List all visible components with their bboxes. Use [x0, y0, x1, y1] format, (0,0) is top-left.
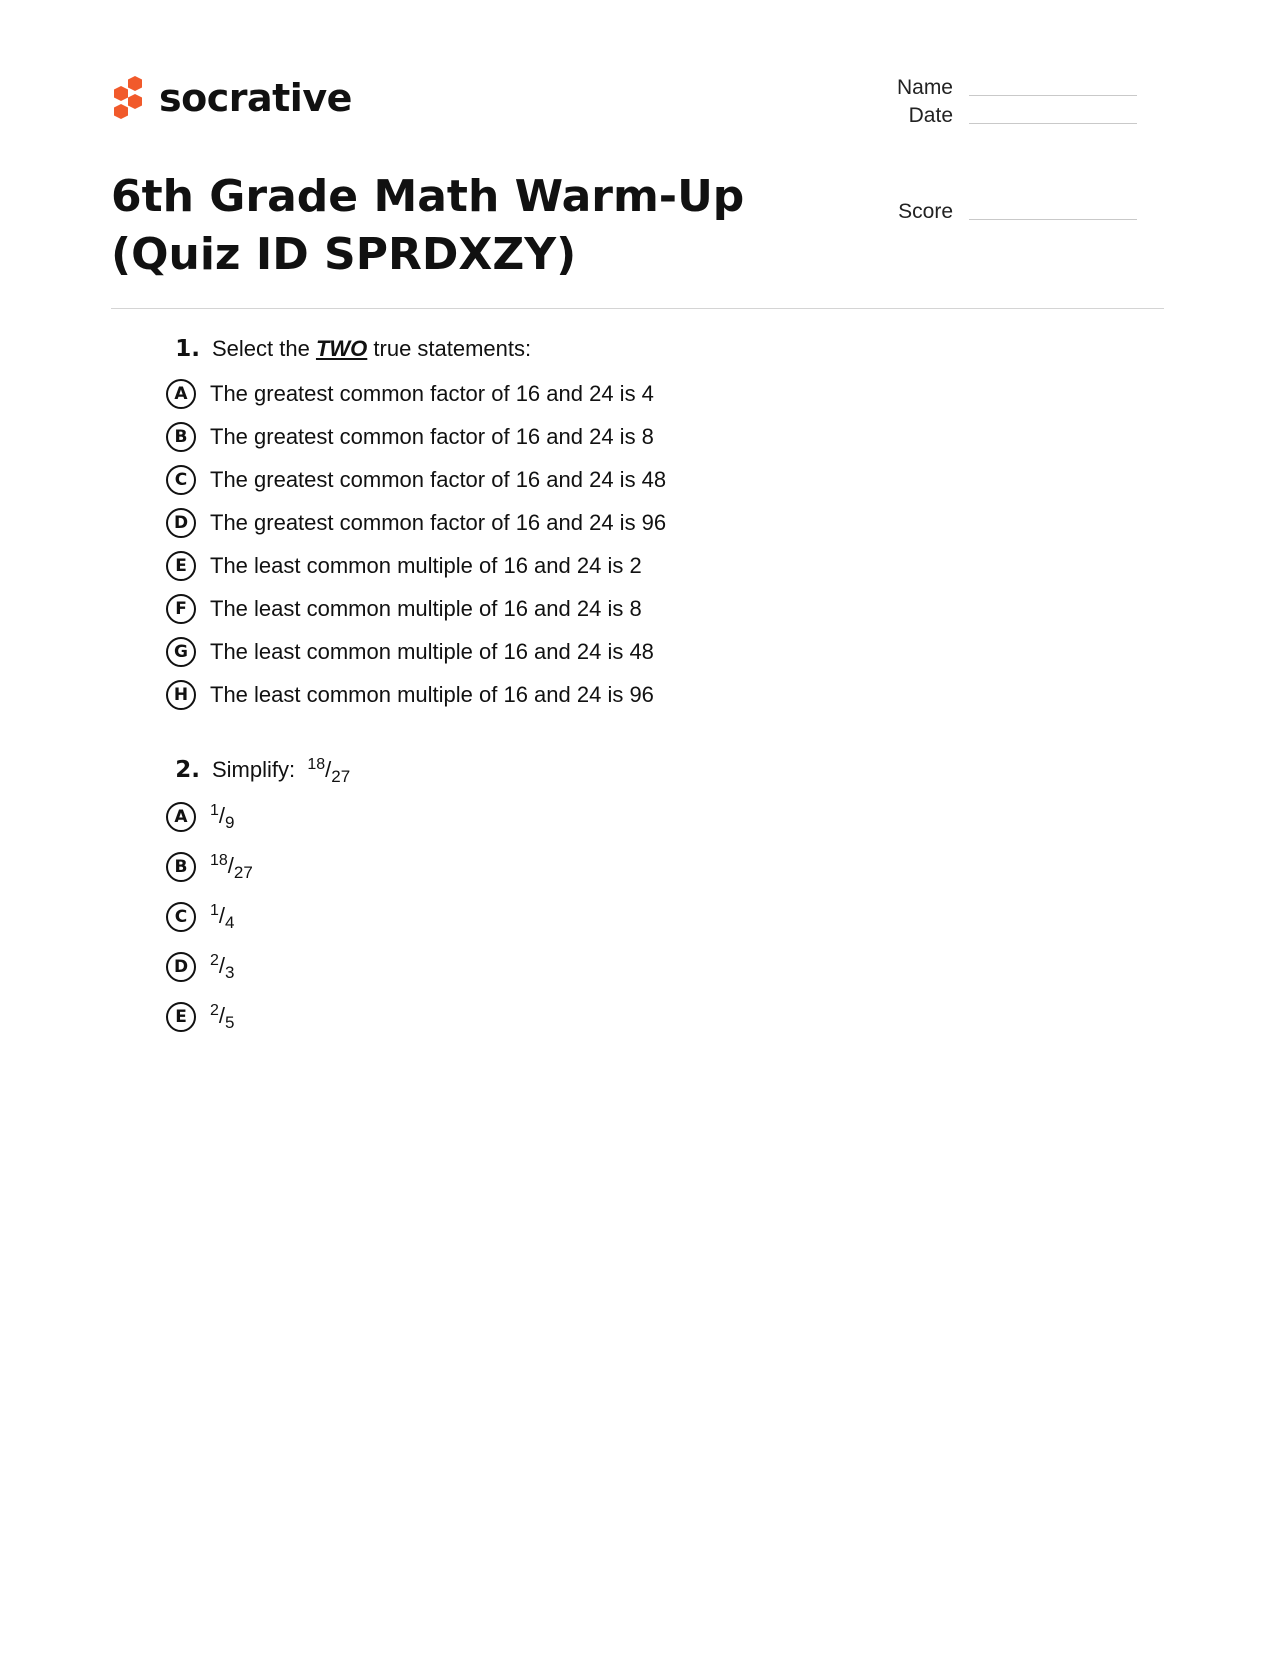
socrative-hexagon-icon — [111, 74, 147, 122]
choice-d[interactable] — [166, 942, 350, 992]
denominator: 5 — [225, 1012, 235, 1032]
question-stem — [166, 756, 350, 792]
question-1 — [166, 336, 666, 716]
option-fraction: $^2/_3$ — [210, 951, 235, 982]
option-circle[interactable]: D — [166, 508, 196, 538]
name-field[interactable] — [859, 77, 1137, 98]
stem-fraction: $^{18}/_{27}$ — [307, 756, 351, 786]
option-text: The least common multiple of 16 and 24 is 48 — [210, 638, 654, 664]
choice-f[interactable] — [166, 587, 666, 630]
denominator: 27 — [233, 862, 253, 882]
date-field[interactable] — [859, 105, 1137, 126]
choice-b[interactable] — [166, 842, 350, 892]
score-line[interactable] — [969, 218, 1137, 220]
option-circle[interactable]: B — [166, 422, 196, 452]
header-divider — [111, 308, 1164, 309]
option-fraction: $^2/_5$ — [210, 1001, 235, 1032]
choice-e[interactable] — [166, 544, 666, 587]
option-circle[interactable]: E — [166, 551, 196, 581]
option-circle[interactable]: H — [166, 680, 196, 710]
option-circle[interactable]: E — [166, 1002, 196, 1032]
option-text: The greatest common factor of 16 and 24 is 48 — [210, 466, 667, 492]
option-fraction: $^1/_9$ — [210, 801, 235, 832]
choice-list — [166, 792, 350, 1042]
question-text — [212, 756, 350, 787]
denominator: 9 — [225, 812, 235, 832]
choice-d[interactable] — [166, 501, 666, 544]
option-circle[interactable]: G — [166, 637, 196, 667]
score-field[interactable] — [859, 201, 1137, 222]
option-text: The greatest common factor of 16 and 24 is 96 — [210, 509, 667, 535]
choice-e[interactable] — [166, 992, 350, 1042]
name-line[interactable] — [969, 94, 1137, 96]
option-circle[interactable]: C — [166, 902, 196, 932]
question-number: 2. — [175, 757, 200, 783]
numerator: 2 — [210, 1001, 219, 1019]
question-number: 1. — [175, 336, 200, 362]
stem-part: true statements: — [367, 336, 532, 361]
option-circle[interactable]: B — [166, 852, 196, 882]
choice-b[interactable] — [166, 415, 666, 458]
numerator: 18 — [307, 756, 326, 773]
choice-a[interactable] — [166, 792, 350, 842]
question-stem — [166, 336, 666, 372]
brand-name: socrative — [159, 76, 352, 120]
stem-part: Simplify: — [212, 757, 296, 782]
option-circle[interactable]: D — [166, 952, 196, 982]
quiz-title: 6th Grade Math Warm-Up (Quiz ID SPRDXZY) — [111, 171, 745, 280]
choice-c[interactable] — [166, 892, 350, 942]
numerator: 1 — [210, 801, 219, 819]
socrative-logo — [111, 72, 352, 124]
score-label: Score — [898, 200, 953, 223]
numerator: 2 — [210, 951, 219, 969]
denominator: 4 — [225, 912, 235, 932]
option-text: The least common multiple of 16 and 24 is 2 — [210, 552, 642, 578]
option-text: The least common multiple of 16 and 24 is 96 — [210, 681, 654, 707]
option-circle[interactable]: C — [166, 465, 196, 495]
choice-c[interactable] — [166, 458, 666, 501]
date-line[interactable] — [969, 122, 1137, 124]
option-circle[interactable]: A — [166, 802, 196, 832]
stem-part: Select the — [212, 336, 316, 361]
stem-emphasis: TWO — [315, 336, 368, 361]
choice-h[interactable] — [166, 673, 666, 716]
name-label: Name — [896, 76, 953, 99]
option-fraction: $^{18}/_{27}$ — [210, 851, 253, 882]
numerator: 18 — [210, 851, 228, 869]
option-circle[interactable]: F — [166, 594, 196, 624]
option-text: The least common multiple of 16 and 24 is 8 — [210, 595, 642, 621]
choice-a[interactable] — [166, 372, 666, 415]
option-circle[interactable]: A — [166, 379, 196, 409]
denominator: 27 — [331, 767, 351, 786]
choice-g[interactable] — [166, 630, 666, 673]
date-label: Date — [908, 104, 953, 127]
choice-list — [166, 372, 666, 716]
question-text — [212, 336, 531, 362]
option-fraction: $^1/_4$ — [210, 901, 235, 932]
denominator: 3 — [225, 962, 235, 982]
option-text: The greatest common factor of 16 and 24 is 4 — [210, 380, 654, 406]
option-text: The greatest common factor of 16 and 24 is 8 — [210, 423, 654, 449]
question-2 — [166, 756, 350, 1042]
numerator: 1 — [210, 901, 219, 919]
